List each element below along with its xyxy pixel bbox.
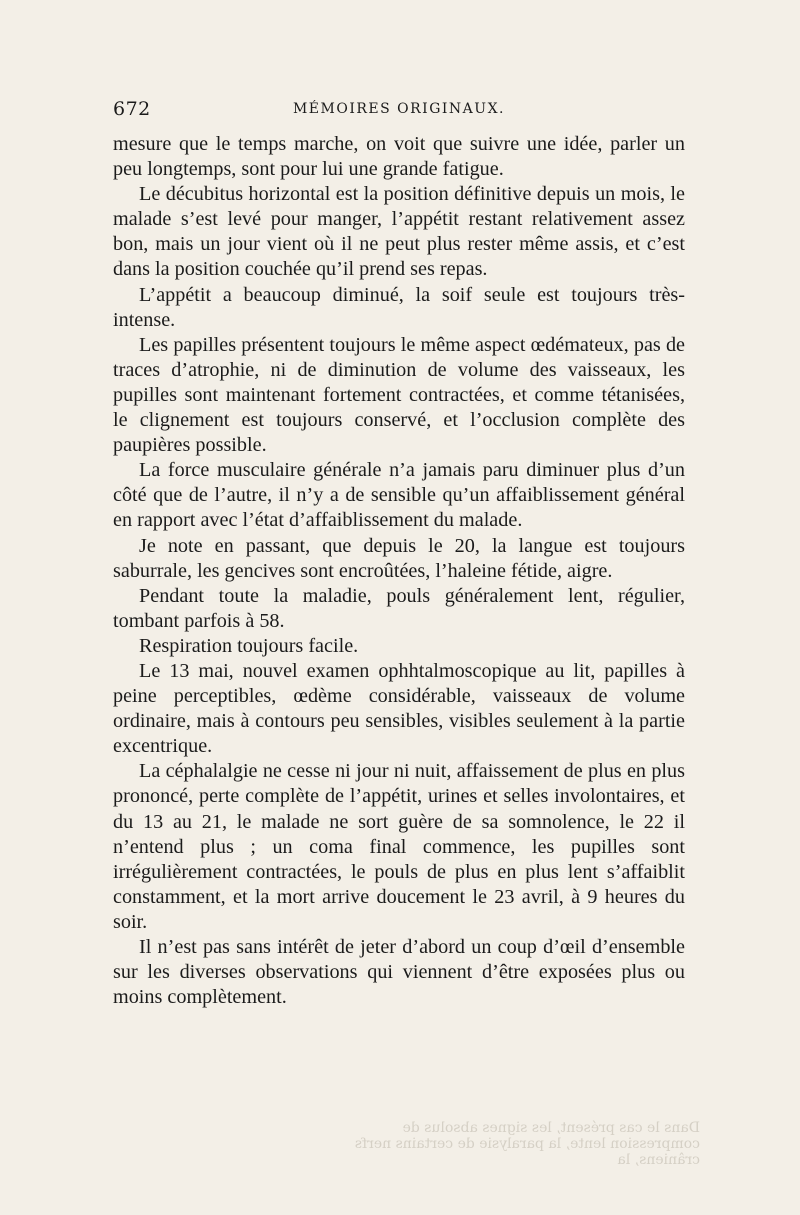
paragraph: Les papilles présentent toujours le même aspect œdémateux, pas de traces d’atrophie, ni de diminution de volume des vaisseaux, les pupilles sont maintenant fortement contractées, et comme tétanisées, le clignement est toujours conservé, et l’occlusion complète des paupières possible. (113, 333, 685, 457)
paragraph: Respiration toujours facile. (139, 634, 359, 657)
page-header (113, 98, 685, 128)
paragraph: Pendant toute la maladie, pouls généralement lent, régulier, tombant parfois à 58. (113, 584, 685, 632)
paragraph: Le décubitus horizontal est la position définitive depuis un mois, le malade s’est levé pour manger, l’appétit restant relativement assez bon, mais un jour vient où il ne peut plus rester même assis, et c’est dans la position couchée qu’il prend ses repas. (113, 183, 685, 281)
paragraph: La force musculaire générale n’a jamais paru diminuer plus d’un côté que de l’autre, il n’y a de sensible qu’un affaiblissement général en rapport avec l’état d’affaiblissement du malade. (113, 459, 685, 532)
paragraph: mesure que le temps marche, on voit que suivre une idée, parler un peu longtemps, sont pour lui une grande fatigue. (113, 133, 685, 181)
bleed-through-text: Dans le cas présent, les signes absolus de compression lente, la paralysie de certains nerfs crâniens, la (354, 1120, 700, 1168)
running-title: MÉMOIRES ORIGINAUX. (292, 101, 506, 117)
paragraph: Je note en passant, que depuis le 20, la langue est toujours saburrale, les gencives sont encroûtées, l’haleine fétide, aigre. (113, 534, 685, 582)
paragraph: L’appétit a beaucoup diminué, la soif seule est toujours très-intense. (113, 283, 685, 331)
paragraph: La céphalalgie ne cesse ni jour ni nuit, affaissement de plus en plus prononcé, perte complète de l’appétit, urines et selles involontaires, et du 13 au 21, le malade ne sort guère de sa somnolence, le 22 il n’entend plus ; un coma final commence, les pupilles sont irrégulièrement contractées, le pouls de plus en plus lent s’affaiblit constamment, et la mort arrive doucement le 23 avril, à 9 heures du soir. (113, 760, 685, 933)
paragraph: Il n’est pas sans intérêt de jeter d’abord un coup d’œil d’ensemble sur les diverses observations qui viennent d’être exposées plus ou moins complètement. (113, 936, 685, 1009)
page-number: 672 (113, 98, 151, 120)
paragraph: Le 13 mai, nouvel examen ophhtalmoscopique au lit, papilles à peine perceptibles, œdème considérable, vaisseaux de volume ordinaire, mais à contours peu sensibles, visibles seulement à la partie excentrique. (113, 659, 685, 758)
body-text (113, 132, 685, 1010)
